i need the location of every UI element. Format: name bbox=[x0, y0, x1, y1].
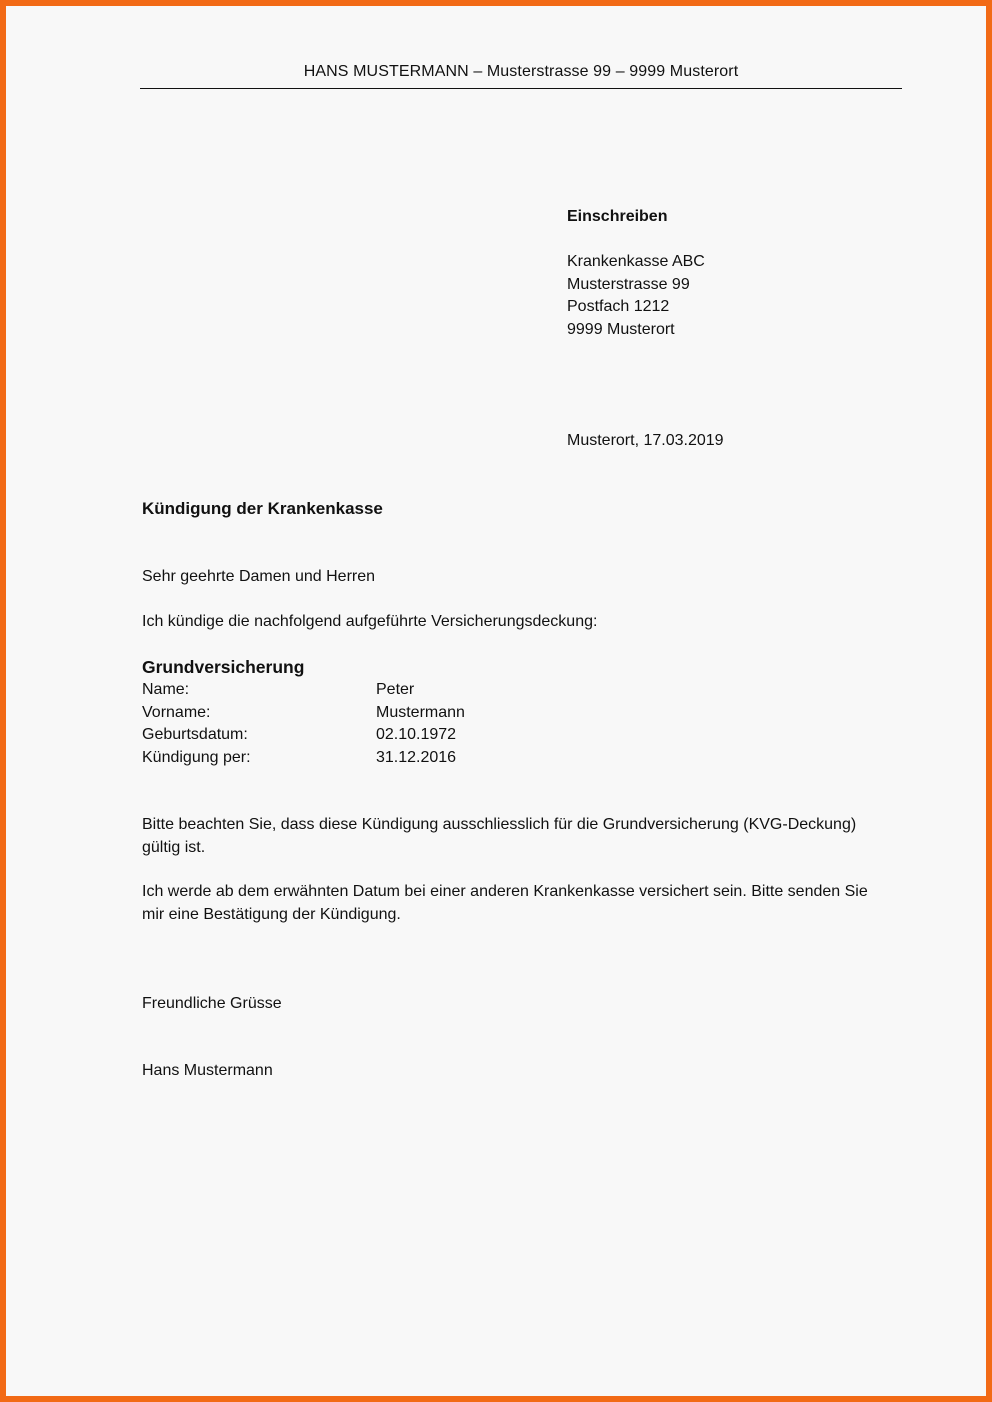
detail-label: Geburtsdatum: bbox=[142, 726, 248, 743]
detail-value: Mustermann bbox=[376, 703, 465, 721]
signature-name: Hans Mustermann bbox=[142, 1062, 273, 1079]
recipient-line: Krankenkasse ABC bbox=[567, 253, 705, 270]
sender-header: HANS MUSTERMANN – Musterstrasse 99 – 9999 Musterort bbox=[140, 62, 902, 89]
detail-label: Name: bbox=[142, 681, 190, 698]
detail-row bbox=[142, 724, 465, 747]
detail-row bbox=[142, 702, 465, 725]
recipient-block bbox=[567, 206, 705, 341]
recipient-line: Musterstrasse 99 bbox=[567, 275, 690, 293]
insurance-details bbox=[142, 679, 465, 769]
closing-phrase: Freundliche Grüsse bbox=[142, 995, 282, 1012]
detail-label: Vorname: bbox=[142, 703, 211, 721]
insurance-title: Grundversicherung bbox=[142, 657, 305, 677]
detail-row bbox=[142, 747, 465, 770]
letter-subject: Kündigung der Krankenkasse bbox=[142, 499, 383, 518]
intro-text: Ich kündige die nachfolgend aufgeführte Versicherungsdeckung: bbox=[142, 613, 598, 630]
detail-value: 31.12.2016 bbox=[376, 748, 457, 766]
delivery-type: Einschreiben bbox=[567, 208, 668, 225]
detail-row bbox=[142, 679, 465, 702]
recipient-line: 9999 Musterort bbox=[567, 320, 675, 338]
detail-label: Kündigung per: bbox=[142, 748, 251, 766]
recipient-line: Postfach 1212 bbox=[567, 298, 670, 315]
greeting: Sehr geehrte Damen und Herren bbox=[142, 568, 376, 585]
date-line: Musterort, 17.03.2019 bbox=[567, 432, 724, 449]
info-paragraph: Ich werde ab dem erwähnten Datum bei einer anderen Krankenkasse versichert sein. Bitte senden Sie mir eine Bestätigung der Kündigung. bbox=[142, 883, 868, 923]
spacer bbox=[567, 229, 705, 252]
detail-value: 02.10.1972 bbox=[376, 726, 457, 743]
note-paragraph: Bitte beachten Sie, dass diese Kündigung ausschliesslich für die Grundversicherung (KVG-Deckung) gültig ist. bbox=[142, 816, 857, 856]
detail-value: Peter bbox=[376, 681, 415, 698]
